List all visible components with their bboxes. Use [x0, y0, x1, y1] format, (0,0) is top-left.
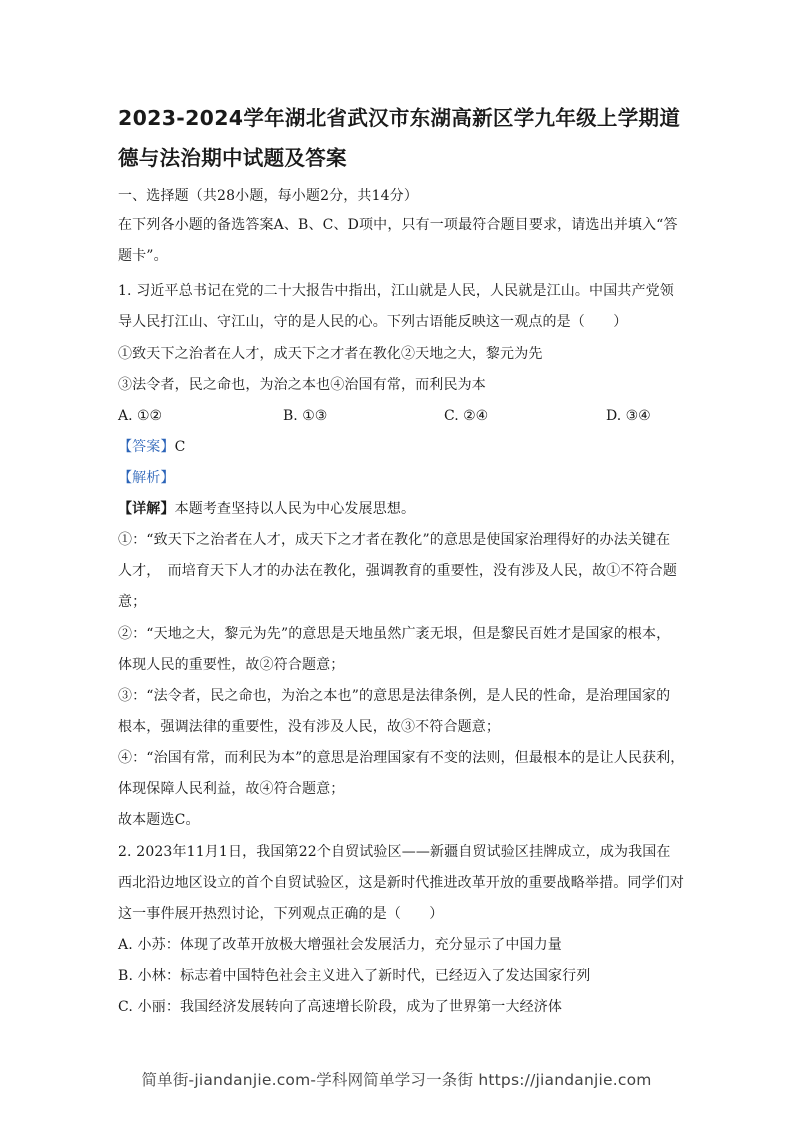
q1-option-d: D. ③④: [606, 408, 651, 424]
detail-text: 本题考查坚持以人民为中心发展思想。: [174, 501, 416, 517]
q1-answer: [118, 437, 185, 457]
q1-detail-line-2: ①：“致天下之治者在人才，成天下之才者在教化”的意思是使国家治理得好的办法关键在: [118, 532, 671, 548]
q1-option-b: B. ①③: [283, 408, 328, 424]
q1-stem-line-2: 导人民打江山、守江山，守的是人民的心。下列古语能反映这一观点的是（ ）: [118, 314, 628, 330]
q2-option-b: B. 小林：标志着中国特色社会主义进入了新时代，已经迈入了发达国家行列: [118, 968, 591, 984]
q1-detail-line-7: ③：“法令者，民之命也，为治之本也”的意思是法律条例，是人民的性命，是治理国家的: [118, 688, 671, 704]
document-title-line-1: 2023-2024学年湖北省武汉市东湖高新区学九年级上学期道: [118, 106, 681, 130]
analysis-tag: 【解析】: [118, 470, 175, 486]
q1-conclusion: 故本题选C。: [118, 812, 200, 828]
q1-detail-line-1: [118, 499, 415, 519]
q2-option-c: C. 小丽：我国经济发展转向了高速增长阶段，成为了世界第一大经济体: [118, 999, 563, 1015]
section-heading: 一、选择题（共28小题，每小题2分，共14分）: [118, 188, 418, 204]
footer-watermark: 简单街-jiandanjie.com-学科网简单学习一条街 https://jiandanjie.com: [141, 1071, 652, 1089]
q1-option-a: A. ①②: [118, 408, 163, 424]
q2-option-a: A. 小苏：体现了改革开放极大增强社会发展活力，充分显示了中国力量: [118, 937, 562, 953]
q2-stem-line-3: 这一事件展开热烈讨论，下列观点正确的是（ ）: [118, 906, 444, 922]
q1-detail-line-8: 根本，强调法律的重要性，没有涉及人民，故③不符合题意；: [118, 719, 501, 735]
q1-detail-line-4: 意；: [118, 594, 147, 610]
q1-detail-line-9: ④：“治国有常，而利民为本”的意思是治理国家有不变的法则，但最根本的是让人民获利，: [118, 750, 685, 766]
q1-detail-line-5: ②：“天地之大，黎元为先”的意思是天地虽然广袤无垠，但是黎民百姓才是国家的根本，: [118, 626, 671, 642]
answer-tag: 【答案】: [118, 439, 175, 455]
q1-analysis: [118, 468, 175, 488]
q1-detail-line-6: 体现人民的重要性，故②符合题意；: [118, 657, 345, 673]
instructions-line-1: 在下列各小题的备选答案A、B、C、D项中，只有一项最符合题目要求，请选出并填入“答: [118, 217, 678, 233]
q1-stem-line-1: 1. 习近平总书记在党的二十大报告中指出，江山就是人民，人民就是江山。中国共产党领: [118, 283, 674, 299]
q1-detail-line-10: 体现保障人民利益，故④符合题意；: [118, 781, 345, 797]
instructions-line-2: 题卡”。: [118, 248, 168, 264]
q1-option-c: C. ②④: [444, 408, 489, 424]
q1-statement-1: ①致天下之治者在人才，成天下之才者在教化②天地之大，黎元为先: [118, 346, 543, 362]
document-title-line-2: 德与法治期中试题及答案: [118, 146, 347, 170]
q2-stem-line-2: 西北沿边地区设立的首个自贸试验区，这是新时代推进改革开放的重要战略举措。同学们对: [118, 875, 684, 891]
q1-detail-line-3: 人才， 而培育天下人才的办法在教化，强调教育的重要性，没有涉及人民，故①不符合题: [118, 563, 677, 579]
q2-stem-line-1: 2. 2023年11月1日，我国第22个自贸试验区——新疆自贸试验区挂牌成立，成为我国在: [118, 844, 671, 860]
detail-tag: 【详解】: [118, 501, 175, 517]
q1-statement-2: ③法令者，民之命也，为治之本也④治国有常，而利民为本: [118, 377, 486, 393]
answer-value: C: [174, 439, 186, 455]
